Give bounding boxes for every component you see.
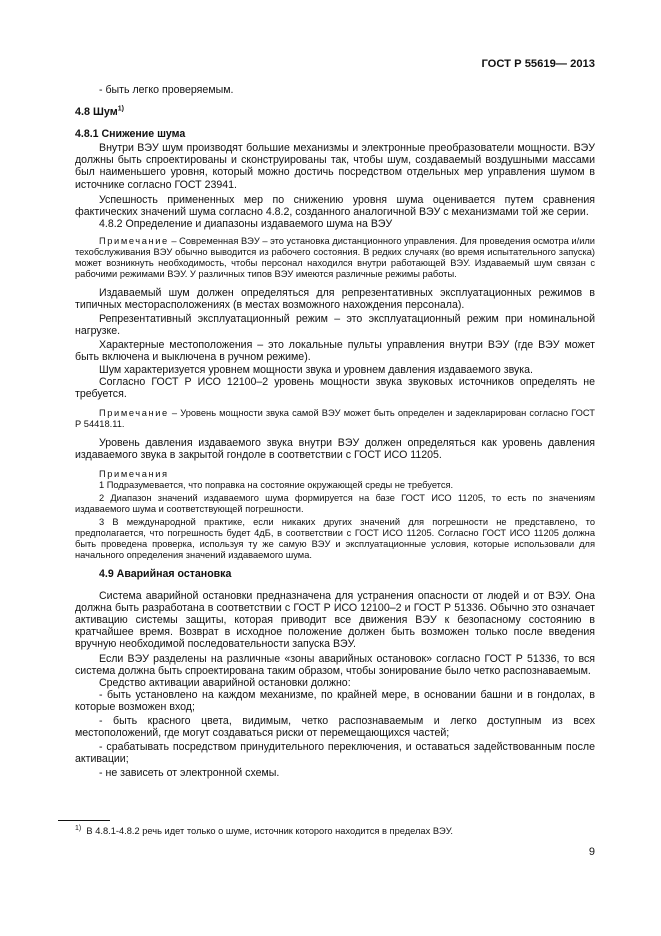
page-number: 9 bbox=[588, 846, 595, 858]
paragraph: Издаваемый шум должен определяться для репрезентативных эксплуатационных режимов в типичных месторасположениях (в местах возможного нахождения персонала). bbox=[75, 286, 595, 312]
section-heading-4-9: 4.9 Аварийная остановка bbox=[99, 567, 232, 580]
paragraph: Если ВЭУ разделены на различные «зоны аварийных остановок» согласно ГОСТ Р 51336, то вся система должна быть спроектирована таким образом, чтобы зонирование было четко распознаваемым. bbox=[75, 652, 595, 677]
list-item: - срабатывать посредством принудительного переключения, и оставаться задействованным после активации; bbox=[75, 741, 595, 766]
note bbox=[75, 408, 595, 430]
list-item: - не зависеть от электронной схемы. bbox=[99, 767, 280, 780]
footnote-divider bbox=[58, 820, 110, 821]
note-item: 2 Диапазон значений издаваемого шума формируется на базе ГОСТ ИСО 11205, то есть по значениям издаваемого шума и соответствующей погрешности. bbox=[75, 492, 595, 514]
section-title: 4.8 Шум bbox=[75, 106, 118, 119]
paragraph: - быть легко проверяемым. bbox=[99, 84, 234, 96]
footnote-text: В 4.8.1-4.8.2 речь идет только о шуме, источник которого находится в пределах ВЭУ. bbox=[86, 826, 453, 836]
note-item: 1 Подразумевается, что поправка на состояние окружающей среды не требуется. bbox=[99, 479, 454, 490]
paragraph: Внутри ВЭУ шум производят большие механизмы и электронные преобразователи мощности. ВЭУ должны быть спроектированы и сконструированы так, чтобы шум, создаваемый воздушными массами был наименьшего уровня, который можно достичь посредством отдельных мер управления шумом в источнике согласно ГОСТ 23941. bbox=[75, 142, 595, 191]
note bbox=[75, 236, 595, 280]
notes-label: Примечания bbox=[99, 468, 169, 479]
note-item: 3 В международной практике, если никаких других значений для погрешности не представлено, то предполагается, что погрешность будет 4дБ, в соответствии с ГОСТ ИСО 11205. Согласно ГОСТ ИСО 11205 должна быть проведена проверка, используя ту же самую ВЭУ и эксплуатационные условия, которые использовали для начального определения значений издаваемого шума. bbox=[75, 516, 595, 560]
footnote-mark: 1) bbox=[75, 824, 82, 832]
paragraph: Репрезентативный эксплуатационный режим – это эксплуатационный режим при номинальной нагрузке. bbox=[75, 313, 595, 338]
note-label: Примечание bbox=[99, 235, 169, 246]
paragraph: Система аварийной остановки предназначена для устранения опасности от людей и от ВЭУ. Она должна быть разработана в соответствии с ГОСТ Р ИСО 12100–2 и ГОСТ Р 51336. Обычно это означает активацию системы защиты, которая приводит все движения ВЭУ к безопасному состоянию в кратчайшее время. Возврат в исходное положение должен быть возможен только после введения вручную необходимой последовательности запуска ВЭУ. bbox=[75, 590, 595, 651]
paragraph: 4.8.2 Определение и диапазоны издаваемого шума на ВЭУ bbox=[99, 217, 393, 230]
document-code-header: ГОСТ Р 55619— 2013 bbox=[481, 58, 595, 70]
paragraph: Характерные местоположения – это локальные пульты управления внутри ВЭУ (где ВЭУ может быть включена и выключена в ручном режиме). bbox=[75, 339, 595, 364]
footnote-reference: 1) bbox=[117, 105, 124, 113]
paragraph: Средство активации аварийной остановки должно: bbox=[99, 676, 351, 689]
list-item: - быть установлено на каждом механизме, по крайней мере, в основании башни и в гондолах, в которые возможен вход; bbox=[75, 688, 595, 713]
paragraph: Шум характеризуется уровнем мощности звука и уровнем давления издаваемого звука. bbox=[99, 363, 533, 376]
list-item: - быть красного цвета, видимым, четко распознаваемым и легко доступным из всех местоположений, где могут создаваться риски от перемещающихся частей; bbox=[75, 715, 595, 740]
paragraph: Успешность примененных мер по снижению уровня шума оценивается путем сравнения фактических значений шума согласно 4.8.2, созданного аналогичной ВЭУ с механизмами той же серии. bbox=[75, 193, 595, 218]
note-text: – Современная ВЭУ – это установка дистанционного управления. Для проведения осмотра и/или техобслуживания ВЭУ обычно выводится из рабочего состояния. В редких случаях (во время испытательного запуска) может возникнуть необходимость, чтобы персонал находился внутри работающей ВЭУ. Издаваемый шум связан с рабочими режимами ВЭУ. У различных типов ВЭУ имеются различные режимы работы. bbox=[75, 235, 595, 279]
footnote bbox=[75, 826, 595, 837]
paragraph: Согласно ГОСТ Р ИСО 12100–2 уровень мощности звука звуковых источников определять не требуется. bbox=[75, 375, 595, 400]
note-text: – Уровень мощности звука самой ВЭУ может быть определен и задекларирован согласно ГОСТ Р 54418.11. bbox=[75, 407, 595, 429]
section-heading-4-8 bbox=[75, 106, 595, 118]
paragraph: Уровень давления издаваемого звука внутри ВЭУ должен определяться как уровень давления издаваемого звука в закрытой гондоле в соответствии с ГОСТ ИСО 11205. bbox=[75, 436, 595, 461]
note-label: Примечание bbox=[99, 407, 169, 418]
page-content bbox=[75, 84, 595, 779]
subsection-heading-4-8-1: 4.8.1 Снижение шума bbox=[75, 128, 186, 141]
